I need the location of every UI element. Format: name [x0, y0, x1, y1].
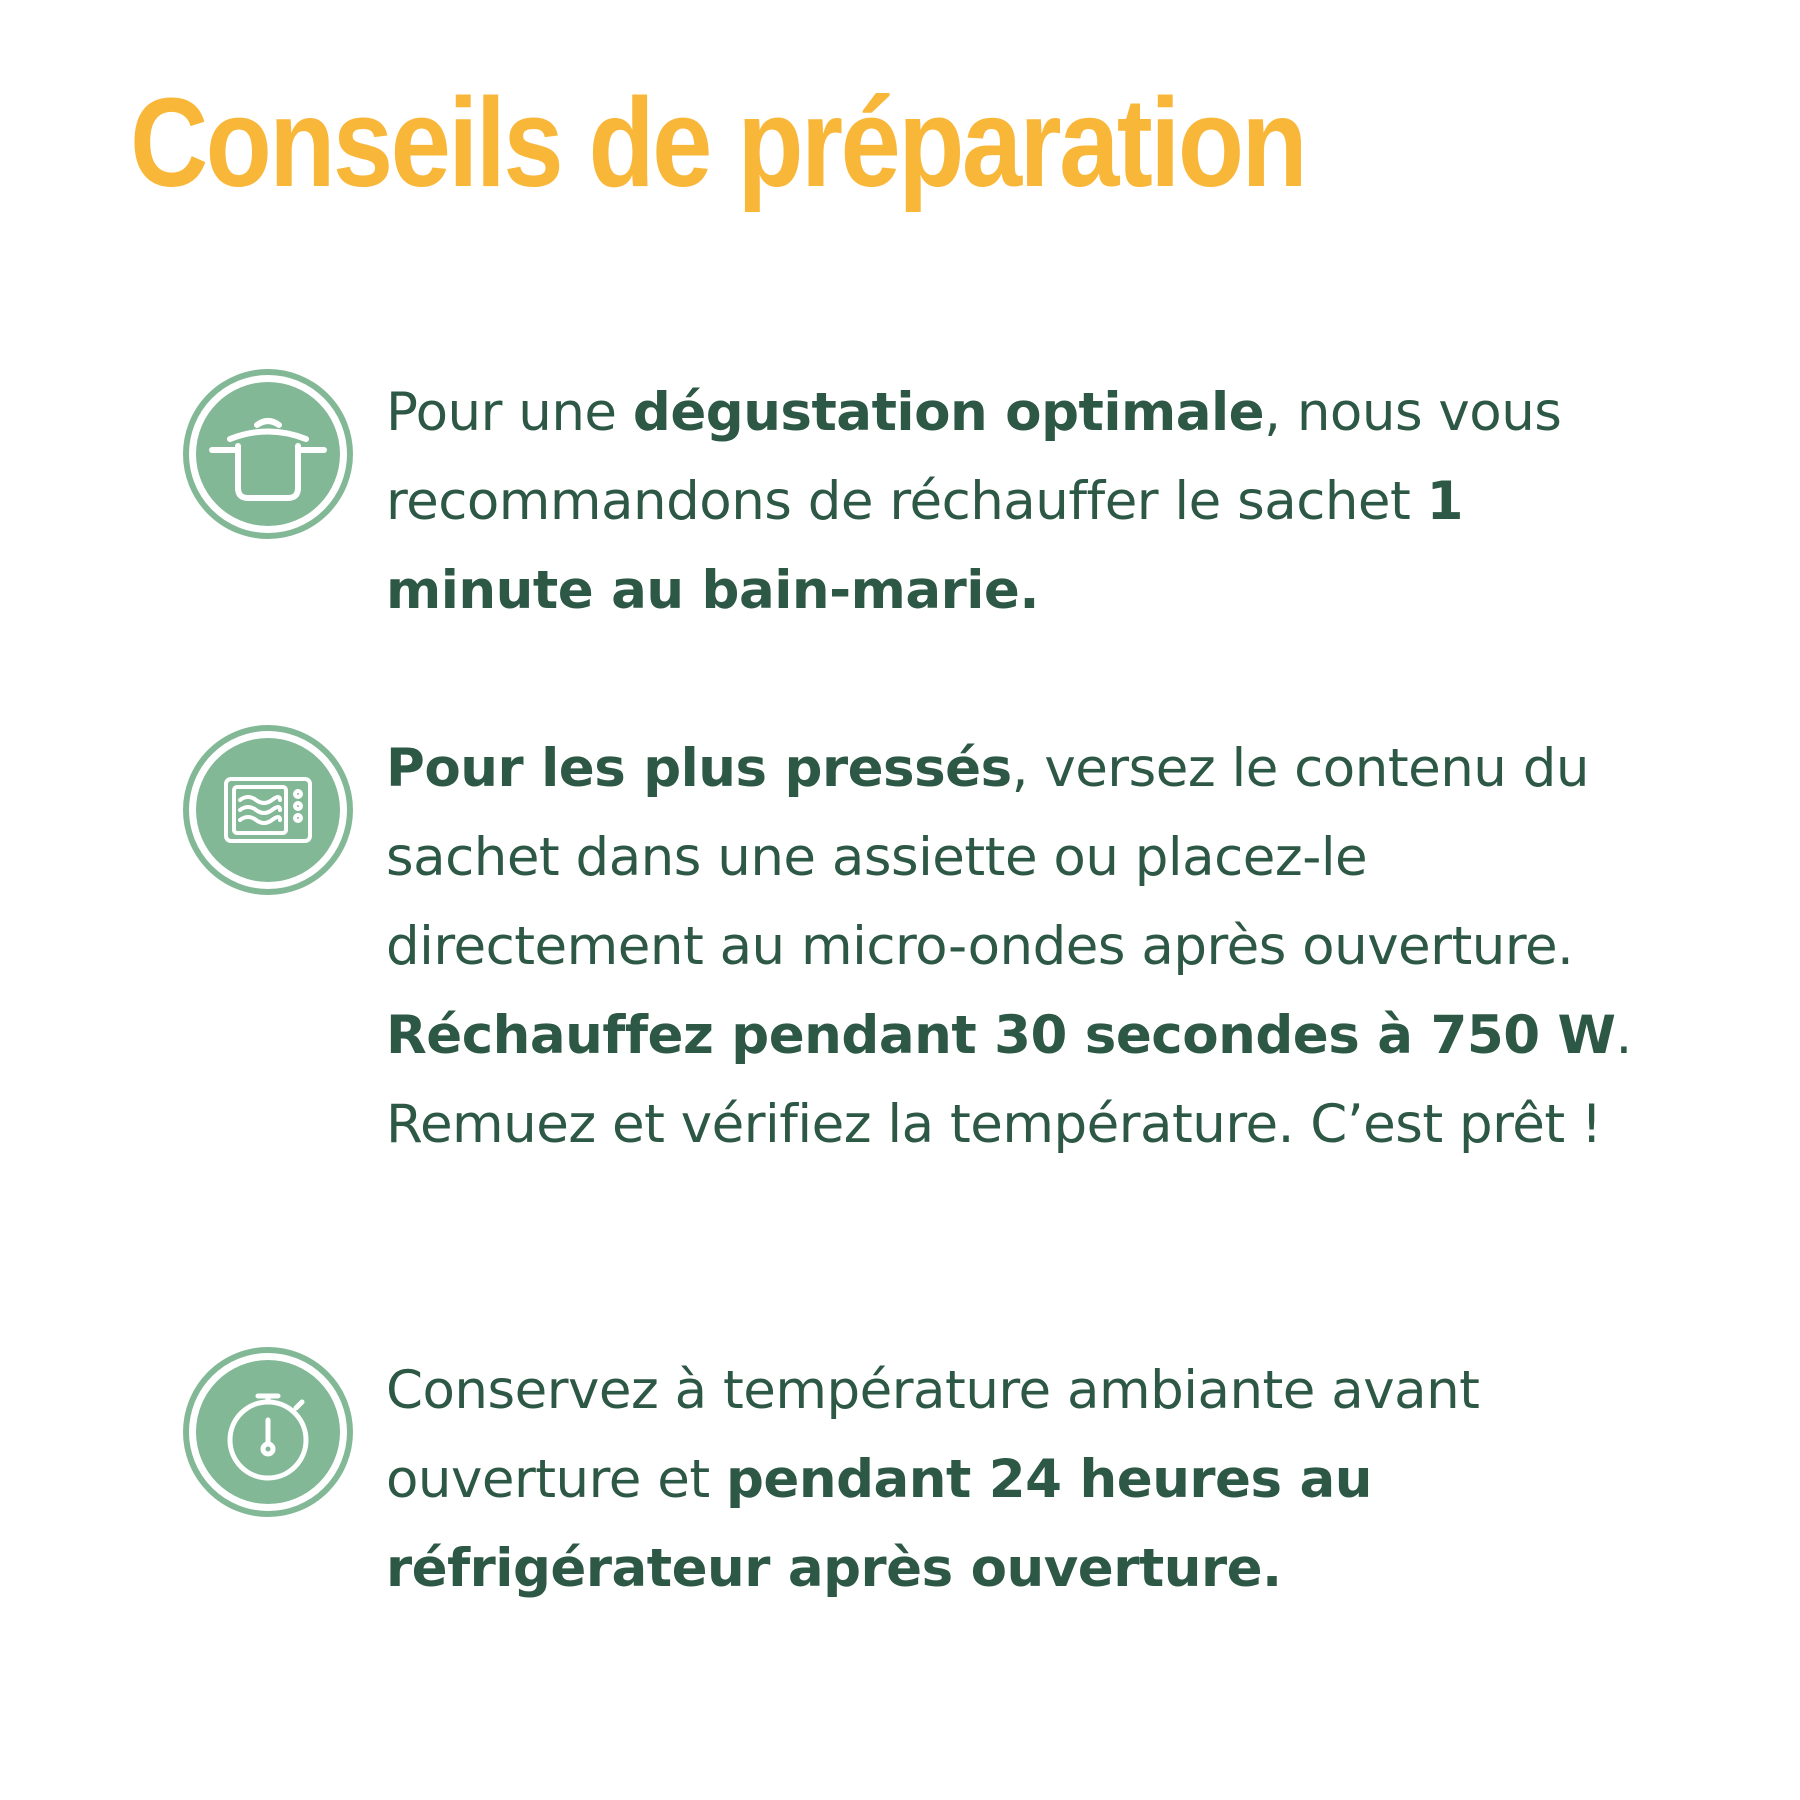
stopwatch-icon	[182, 1346, 354, 1518]
tip-text: Conservez à température ambiante avant ouverture et pendant 24 heures au réfrigérateur après ouverture.	[386, 1360, 1480, 1599]
pot-heart-icon	[182, 368, 354, 540]
page-title: Conseils de préparation	[130, 72, 1306, 213]
microwave-icon	[182, 724, 354, 896]
tip-text: Pour les plus pressés, versez le contenu du sachet dans une assiette ou placez-le directement au micro-ondes après ouverture. Réchauffez pendant 30 secondes à 750 W. Remuez et vérifiez la température. C’est prêt !	[386, 738, 1632, 1155]
tip-text: Pour une dégustation optimale, nous vous recommandons de réchauffer le sachet 1 minute au bain-marie.	[386, 382, 1562, 621]
